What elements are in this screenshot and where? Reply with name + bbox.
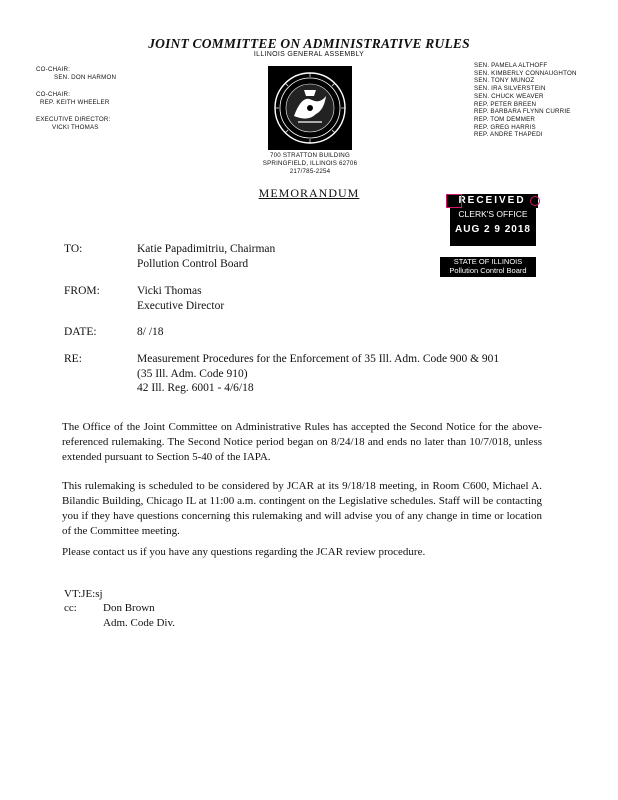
committee-members-list [474, 62, 577, 139]
to-organization: Pollution Control Board [137, 257, 249, 270]
cc-recipient: Adm. Code Div. [103, 616, 176, 629]
from-title: Executive Director [137, 299, 225, 312]
stamp-state: STATE OF ILLINOIS [453, 257, 523, 266]
to-label: TO: [64, 243, 83, 255]
member-item: SEN. PAMELA ALTHOFF [474, 62, 548, 69]
member-item: REP. ANDRE THAPEDI [474, 131, 543, 139]
cochair2-name: REP. KEITH WHEELER [40, 99, 110, 106]
address-line: 700 STRATTON BUILDING [270, 152, 350, 159]
body-paragraph: The Office of the Joint Committee on Administrative Rules has accepted the Second Notice for the above-referenced rulemaking. The Second Notice period began on 8/24/18 and ends no later than 10/7/018, unless extended pursuant to Section 5-40 of the IAPA. [62, 421, 542, 463]
stamp-clerk-box [450, 208, 536, 246]
address-line: SPRINGFIELD, ILLINOIS 62706 [262, 160, 358, 167]
re-value [137, 352, 547, 396]
from-name: Vicki Thomas [137, 285, 202, 297]
stamp-board-box [440, 257, 536, 277]
cochair1-name: SEN. DON HARMON [54, 74, 117, 81]
member-item: SEN. CHUCK WEAVER [474, 92, 544, 100]
cochair2-label: CO-CHAIR: [36, 91, 71, 98]
director-name: VICKI THOMAS [52, 124, 99, 131]
committee-address [250, 152, 370, 176]
stamp-clerks-office: CLERK'S OFFICE [458, 209, 528, 219]
letterhead-title: JOINT COMMITTEE ON ADMINISTRATIVE RULES [148, 36, 470, 51]
address-line: 217/785-2254 [289, 168, 331, 175]
stamp-pink-mark-icon [446, 194, 462, 208]
to-value [137, 242, 275, 271]
member-item: REP. GREG HARRIS [474, 123, 536, 131]
re-label: RE: [64, 353, 82, 365]
member-item: SEN. IRA SILVERSTEIN [474, 85, 546, 93]
to-name: Katie Papadimitriu, Chairman [137, 243, 276, 255]
member-item: SEN. KIMBERLY CONNAUGHTON [474, 69, 577, 77]
member-item: REP. TOM DEMMER [474, 115, 536, 123]
letterhead-subtitle: ILLINOIS GENERAL ASSEMBLY [253, 51, 365, 58]
cc-label: cc: [64, 602, 77, 614]
member-item: SEN. TONY MUNOZ [474, 77, 535, 85]
memorandum-heading: MEMORANDUM [258, 186, 360, 200]
stamp-date: AUG 2 9 2018 [455, 224, 531, 235]
initials: VT:JE:sj [64, 588, 103, 600]
director-label: EXECUTIVE DIRECTOR: [36, 116, 111, 123]
cc-recipient: Don Brown [103, 602, 155, 614]
cochair1-label: CO-CHAIR: [36, 66, 71, 73]
body-paragraph: This rulemaking is scheduled to be considered by JCAR at its 9/18/18 meeting, in Room C600, Michael A. Bilandic Building, Chicago IL at 11:00 a.m. contingent on the Legislative schedules. Staff will be contacting you if they have questions concerning this rulemaking and will advise you of any change in time or location of the Committee meeting. [62, 480, 542, 537]
body-paragraph: Please contact us if you have any questions regarding the JCAR review procedure. [62, 546, 426, 558]
received-stamp [440, 192, 540, 282]
re-code: (35 Ill. Adm. Code 910) [137, 367, 248, 380]
date-value: 8/ /18 [137, 326, 164, 338]
date-label: DATE: [64, 326, 97, 338]
from-value [137, 284, 224, 313]
stamp-pink-circle-icon [530, 196, 540, 206]
member-item: REP. BARBARA FLYNN CURRIE [474, 108, 571, 116]
state-seal-icon [268, 66, 352, 150]
stamp-received: RECEIVED [446, 194, 538, 208]
from-label: FROM: [64, 285, 100, 297]
re-register: 42 Ill. Reg. 6001 - 4/6/18 [137, 382, 254, 394]
member-item: REP. PETER BREEN [474, 100, 537, 108]
cochairs-block [36, 66, 116, 132]
stamp-board: Pollution Control Board [449, 266, 527, 275]
re-subject: Measurement Procedures for the Enforcement of 35 Ill. Adm. Code 900 & 901 [137, 353, 500, 365]
cc-recipients [103, 601, 175, 630]
